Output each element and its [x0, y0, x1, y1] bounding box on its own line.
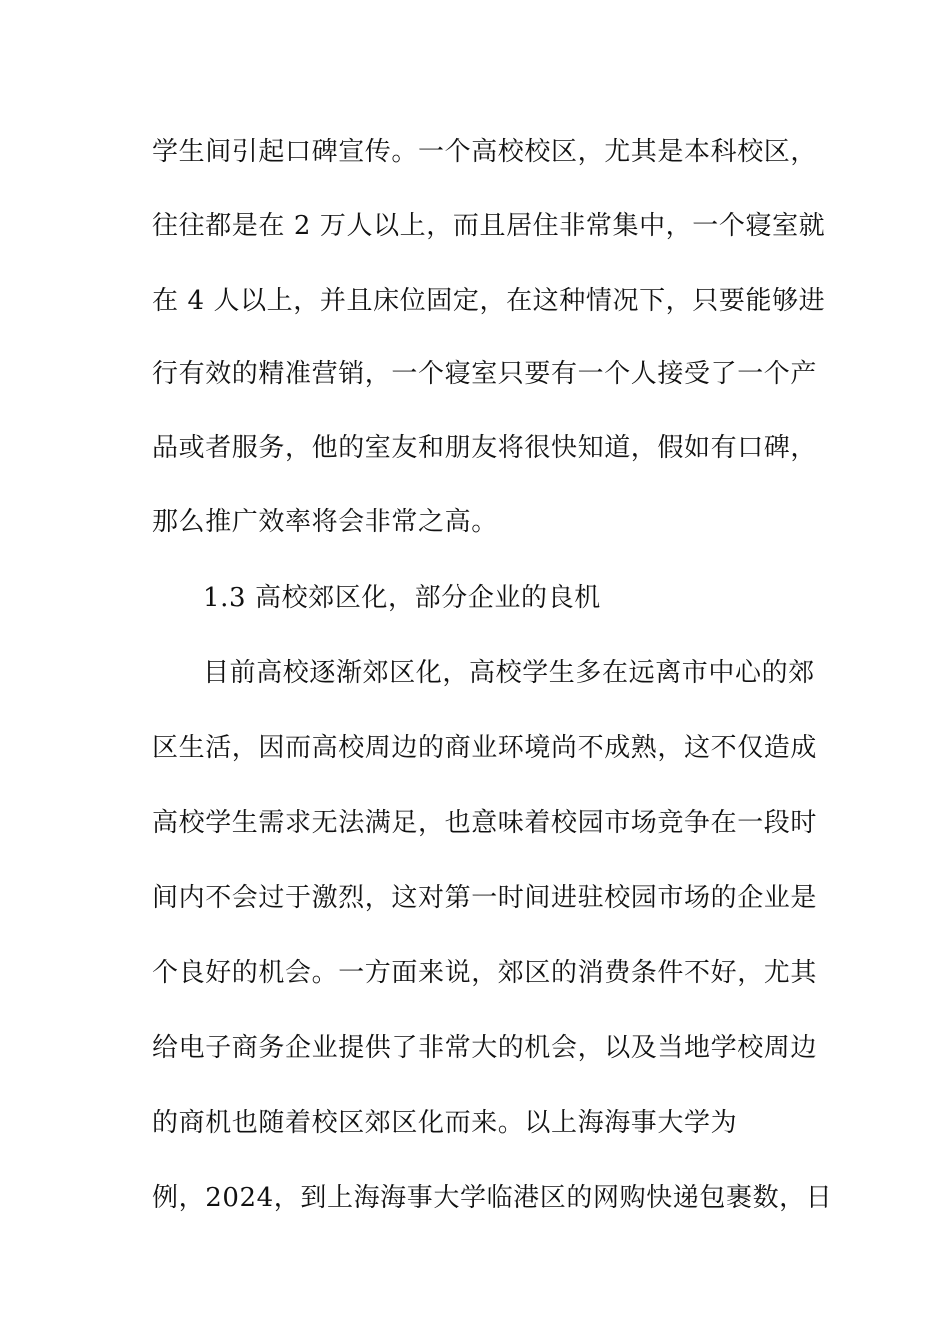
- section-heading: 1.3 高校郊区化，部分企业的良机: [203, 583, 601, 613]
- paragraph-line: 给电子商务企业提供了非常大的机会，以及当地学校周边: [152, 1033, 818, 1063]
- paragraph-line: 目前高校逐渐郊区化，高校学生多在远离市中心的郊: [203, 658, 815, 688]
- paragraph-line: 行有效的精准营销，一个寝室只要有一个人接受了一个产: [152, 359, 818, 389]
- paragraph-line: 区生活，因而高校周边的商业环境尚不成熟，这不仅造成: [152, 733, 818, 763]
- paragraph-line: 例，2024，到上海海事大学临港区的网购快递包裹数，日: [152, 1183, 833, 1213]
- paragraph-line: 高校学生需求无法满足，也意味着校园市场竞争在一段时: [152, 808, 818, 838]
- paragraph-line: 学生间引起口碑宣传。一个高校校区，尤其是本科校区，: [152, 137, 818, 167]
- paragraph-line: 的商机也随着校区郊区化而来。以上海海事大学为: [152, 1108, 738, 1138]
- paragraph-line: 个良好的机会。一方面来说，郊区的消费条件不好，尤其: [152, 958, 818, 988]
- paragraph-line: 那么推广效率将会非常之高。: [152, 507, 498, 537]
- paragraph-line: 间内不会过于激烈，这对第一时间进驻校园市场的企业是: [152, 883, 818, 913]
- paragraph-line: 在 4 人以上，并且床位固定，在这种情况下，只要能够进: [152, 286, 826, 316]
- paragraph-line: 往往都是在 2 万人以上，而且居住非常集中，一个寝室就: [152, 211, 826, 241]
- paragraph-line: 品或者服务，他的室友和朋友将很快知道，假如有口碑，: [152, 433, 818, 463]
